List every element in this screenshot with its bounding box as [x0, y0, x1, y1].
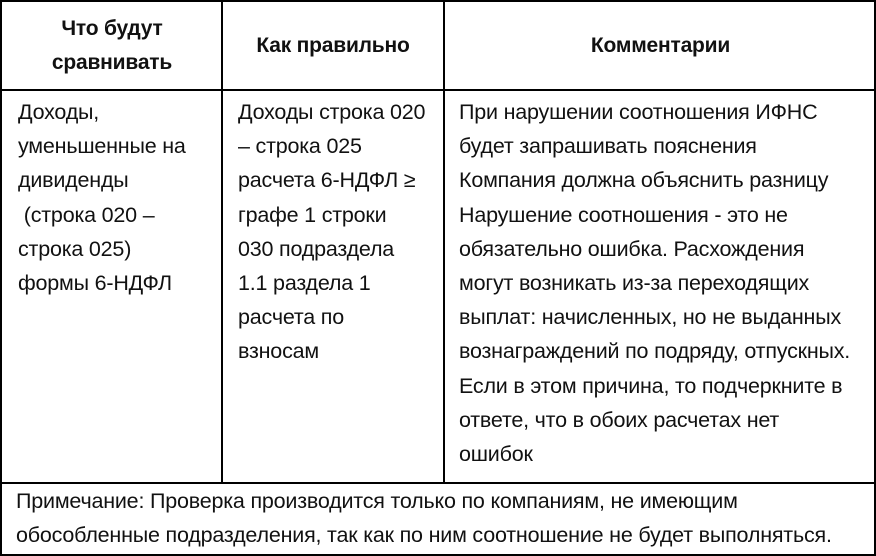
cell-comments-line: Если в этом причина, то подчеркните в	[459, 373, 843, 398]
cell-compare-line: уменьшенные на	[18, 134, 186, 159]
cell-comments-line: обязательно ошибка. Расхождения	[459, 236, 805, 261]
header-correct	[223, 2, 443, 89]
cell-correct-line: взносам	[238, 339, 319, 364]
cell-comments-line: ошибок	[459, 442, 533, 467]
header-comments-label: Комментарии	[590, 33, 731, 57]
header-compare-line: сравнивать	[51, 50, 173, 74]
cell-compare-line: (строка 020 –	[18, 202, 155, 227]
note-cell	[16, 484, 874, 552]
cell-comments-line: Компания должна объяснить разницу	[459, 168, 829, 193]
cell-comments-line: могут возникать из-за переходящих	[459, 271, 810, 296]
cell-compare	[18, 95, 218, 300]
cell-correct-line: 030 подраздела	[238, 236, 395, 261]
header-comments	[445, 2, 876, 89]
header-compare	[2, 2, 222, 89]
header-compare-line: Что будут	[61, 16, 163, 40]
header-correct-label: Как правильно	[256, 33, 410, 57]
cell-comments-line: ответе, что в обоих расчетах нет	[459, 407, 780, 432]
cell-correct-line: Доходы строка 020	[238, 100, 426, 124]
cell-compare-line: строка 025)	[18, 236, 132, 261]
note-line: обособленные подразделения, так как по ним соотношение не будет выполняться.	[16, 523, 832, 548]
cell-correct-line: расчета 6-НДФЛ ≥	[238, 168, 416, 193]
cell-compare-line: Доходы,	[18, 100, 100, 124]
cell-comments-line: выплат: начисленных, но не выданных	[459, 305, 841, 330]
cell-comments-line: Нарушение соотношения - это не	[459, 202, 788, 227]
cell-comments-line: вознаграждений по подряду, отпускных.	[459, 339, 851, 364]
cell-comments-line: будет запрашивать пояснения	[459, 134, 757, 159]
cell-correct	[238, 95, 438, 369]
cell-correct-line: графе 1 строки	[238, 202, 387, 227]
cell-compare-line: дивиденды	[18, 168, 129, 193]
cell-correct-line: – строка 025	[238, 134, 362, 159]
cell-compare-line: формы 6-НДФЛ	[18, 271, 172, 296]
cell-comments-line: При нарушении соотношения ИФНС	[459, 100, 818, 124]
note-line: Примечание: Проверка производится только по компаниям, не имеющим	[16, 489, 738, 513]
cell-correct-line: расчета по	[238, 305, 345, 330]
header-divider	[2, 89, 876, 91]
cell-comments	[459, 95, 874, 471]
cell-correct-line: 1.1 раздела 1	[238, 271, 371, 296]
